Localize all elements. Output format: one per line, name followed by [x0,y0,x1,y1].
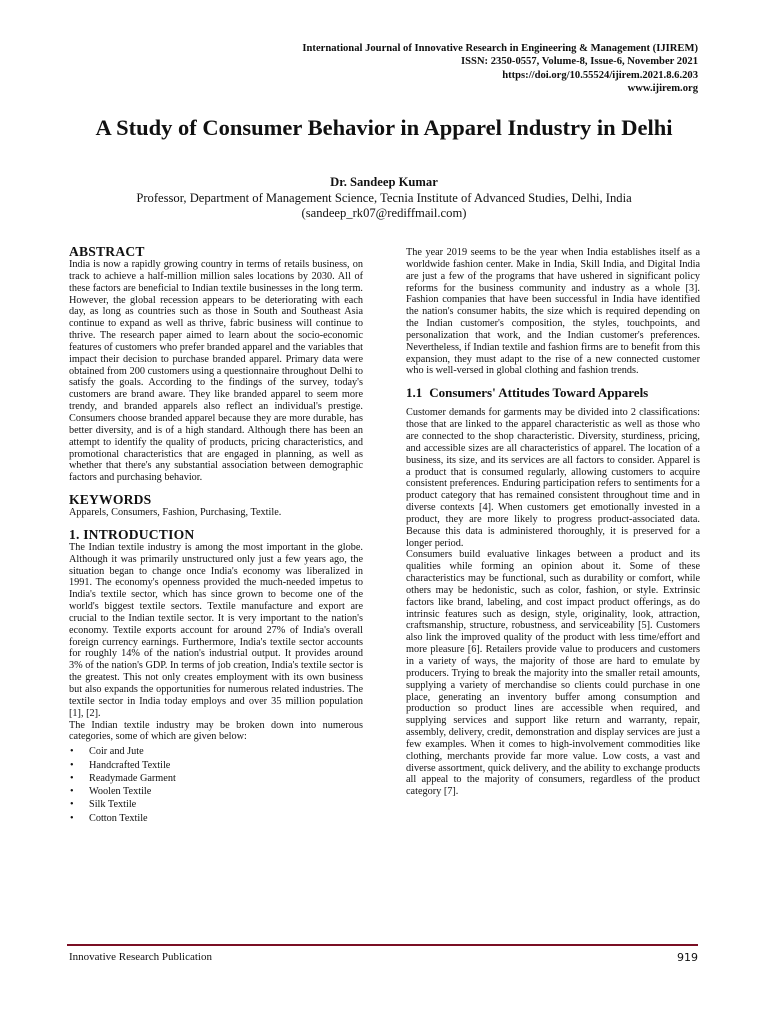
list-item: • Readymade Garment [69,772,363,785]
journal-name: International Journal of Innovative Research in Engineering & Management (IJIREM) [302,43,698,54]
abstract-text: India is now a rapidly growing country in terms of retails business, on track to achieve a half-million million sales locations by 2030. All of these factors are beneficial to Indian textile businesses in the long term. However, the global recession appears to be deteriorating with each day, as long as countries such as those in South and Southeast Asia continue to expand as well as thrive, fabric business will continue to thrive. The research paper aimed to learn about the socio-economic features of customers who prefer branded apparel and the variables that impact their decision to purchase branded apparel. Primary data were obtained from 200 customers using a questionnaire throughout Delhi to satisfy the goals. According to the findings of the survey, today's customers are brand aware. They like branded apparel to seem more trendy, and branded apparels also reflect an individual's prestige. Consumers choose branded apparel because they are more durable, has better diversity, and is of a high standard. Although there has been an attempt to identify the quality of products, pricing characteristics, and promotional characteristics that are engaged in planning, as well as whether that there's any substantial association between demographic factors and purchasing behavior. [69,259,363,484]
list-item: • Coir and Jute [69,745,363,758]
keywords-heading: KEYWORDS [69,492,152,508]
attitudes-paragraph-1: Customer demands for garments may be divided into 2 classifications: those that are linked to the apparel characteristic as well as those who are connected to the shop characteristic. Diversity, sturdiness, pricing, and accessible sizes are all characteristics of apparel. The location of a business, its size, and its services are all factors to consider. Apparel is a product that is consumed regularly, allowing customers to acquire consistent preferences. Enduring participation refers to sentiments for a product category that has remained consistent throughout time and in diverse contexts [4]. When customers get emotionally invested in a product, they are more likely to progress product-associated data. Because this data is administered thoroughly, it is preserved for a longer period. [406,407,700,549]
introduction-paragraph-2: The Indian textile industry may be broken down into numerous categories, some of which are given below: [69,719,363,743]
introduction-paragraph-1: The Indian textile industry is among the most important in the globe. Although it was primarily unstructured only just a few years ago, the situation began to change once India's economy was liberalized in 1991. The economy's openness provided the much-needed impetus to India's textile sector, which has since grown to become one of the world's biggest textile sectors. Textile manufacture and export are crucial to the Indian textile sector. It is very important to the nation's economy. Textile exports account for around 27% of India's overall foreign currency earnings. Furthermore, India's textile sector accounts for roughly 14% of the nation's industrial output. It provides around 3% of the nation's GDP. In terms of job creation, India's textile sector is the greatest. This not only creates employment with its own business but also expands the opportunities for numerous related industries. The textile sector in India today employs and over 35 million population [1], [2]. [69,541,363,719]
section-heading-consumer-attitudes [406,385,700,401]
author-block [40,175,728,222]
journal-doi[interactable]: https://doi.org/10.55524/ijirem.2021.8.6.203 [502,69,698,81]
footer-publisher: Innovative Research Publication [69,951,212,963]
abstract-heading: ABSTRACT [69,244,145,259]
right-column [406,247,700,798]
left-column [69,244,363,825]
list-item: • Cotton Textile [69,812,363,825]
attitudes-paragraph-2: Consumers build evaluative linkages between a product and its qualities while forming an opinion about it. Some of these characteristics may be functional, such as durability or comfort, while others may be hedonistic, such as color, fashion, or style. Extrinsic factors like brand, labeling, and cost impact product offerings, as do intrinsic features such as design, style, originality, look, attraction, craftsmanship, structure, robustness, and serviceability [5]. Customers also link the improved quality of the product with less time/effort and more pleasure [6]. Retailers provide value to producers and customers in a variety of ways, the majority of those are hard to emulate by producers. Trying to break the majority into the smaller retail amounts, supplying a variety of merchandise so clients could purchase in one place, generating an inventory buffer among consumption and production so product lines are accessible when required, and supplying services and support like return and warranty, repair, assembly, delivery, credit, demonstration and display services are just a few examples. When it comes to high-involvement commodities like clothing, merchants provide far more value. Low costs, a vast and diverse assortment, quick delivery, and the ability to exchange products all appeal to the majority of consumers, regardless of the product category [7]. [406,549,700,798]
list-item: • Silk Textile [69,798,363,811]
section-title: Consumers' Attitudes Toward Apparels [429,385,649,401]
introduction-heading: 1. INTRODUCTION [69,526,195,542]
footer-rule [67,944,698,946]
keywords-text: Apparels, Consumers, Fashion, Purchasing, Textile. [69,507,282,519]
journal-website[interactable]: www.ijirem.org [627,83,698,95]
section-number: 1.1 [406,385,423,401]
author-email[interactable]: (sandeep_rk07@rediffmail.com) [301,206,467,220]
journal-issn: ISSN: 2350-0557, Volume-8, Issue-6, November 2021 [461,56,698,68]
list-item: • Handcrafted Textile [69,759,363,772]
list-item: • Woolen Textile [69,785,363,798]
author-affiliation: Professor, Department of Management Science, Tecnia Institute of Advanced Studies, Delhi, India [136,190,632,205]
journal-header [302,42,698,96]
author-name: Dr. Sandeep Kumar [330,175,438,189]
fashion-center-paragraph: The year 2019 seems to be the year when India establishes itself as a worldwide fashion center. Make in India, Skill India, and Digital India are just a few of the programs that have ushered in significant policy reforms for the business community and industry as a whole [3]. Fashion companies that have been successful in India have identified the nation's consumer habits, the size which is required depending on the Indian customer's composition, the styles, touchpoints, and personalization that work, and the Indian customer's preferences. Nevertheless, if Indian textile and fashion firms are to benefit from this expansion, they must adapt to the rise of a new connected customer who is well-versed in global clothing and fashion trends. [406,247,700,377]
paper-title: A Study of Consumer Behavior in Apparel Industry in Delhi [95,115,673,140]
page-number: 919 [677,951,698,964]
textile-category-list [69,745,363,825]
